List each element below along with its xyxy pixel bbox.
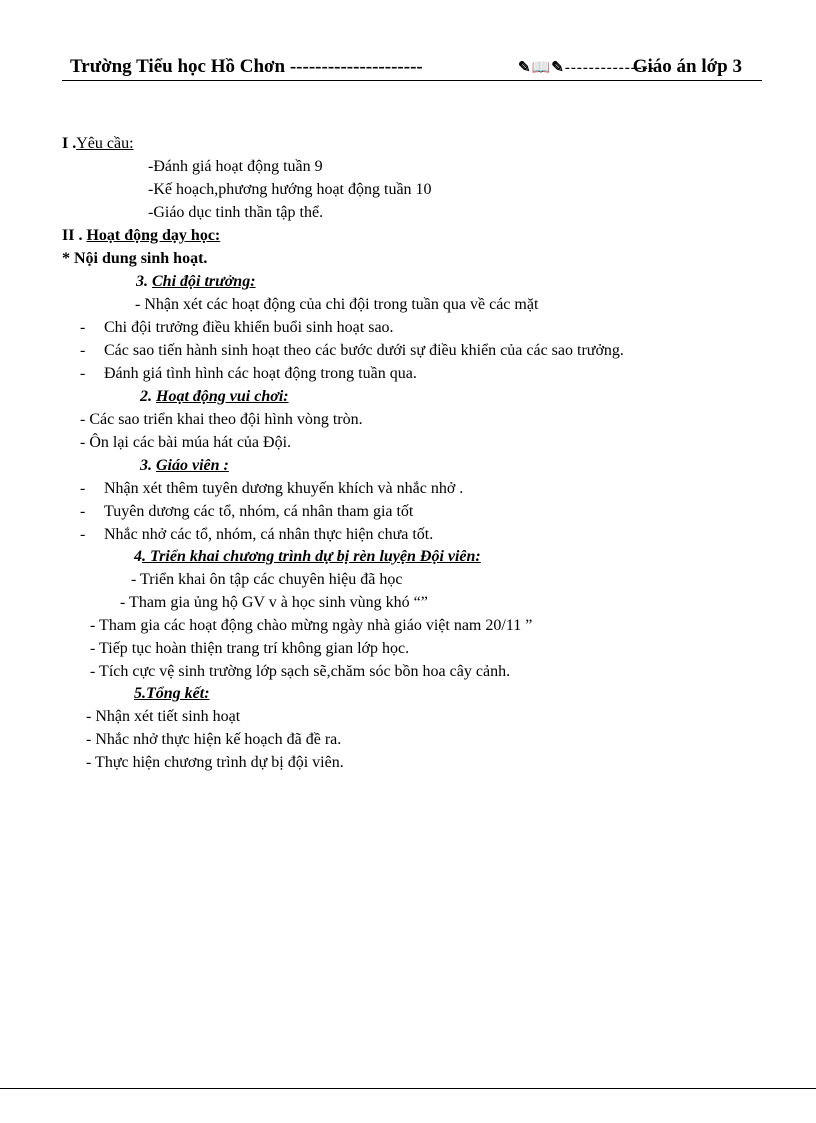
heading-chi-doi-truong: 3. Chi đội trưởng: — [136, 273, 256, 290]
tk-item-3: - Tham gia các hoạt động chào mừng ngày nhà giáo việt nam 20/11 ” — [90, 617, 533, 634]
footer-rule — [0, 1088, 816, 1089]
heading-giao-vien: 3. Giáo viên : — [140, 457, 229, 474]
page-header — [70, 56, 762, 80]
tkt-item-2: - Nhắc nhở thực hiện kế hoạch đã đề ra. — [86, 731, 342, 748]
header-school: Trường Tiểu học Hồ Chơn --------------------- — [70, 56, 423, 77]
cdt-item-1: - Nhận xét các hoạt động của chi đội trong tuần qua về các mặt — [135, 296, 539, 313]
tkt-item-1: - Nhận xét tiết sinh hoạt — [86, 708, 241, 725]
gv-item-3: - Nhắc nhở các tổ, nhóm, cá nhân thực hiện chưa tốt. — [80, 526, 434, 543]
header-rule — [62, 80, 762, 81]
heading-tong-ket: 5.Tổng kết: — [134, 685, 210, 702]
s1-item-3: -Giáo dục tinh thần tập thể. — [148, 204, 324, 221]
tk-item-2: - Tham gia ủng hộ GV v à học sinh vùng khó “” — [120, 594, 428, 611]
cdt-item-4: - Đánh giá tình hình các hoạt động trong tuần qua. — [80, 365, 417, 382]
section-2-title: Hoạt động dạy học: — [86, 227, 221, 244]
s1-item-2: -Kế hoạch,phương hướng hoạt động tuần 10 — [148, 181, 432, 198]
s1-item-1: -Đánh giá hoạt động tuần 9 — [148, 158, 323, 175]
tk-item-5: - Tích cực vệ sinh trường lớp sạch sẽ,chăm sóc bồn hoa cây cảnh. — [90, 663, 511, 680]
cdt-item-3: - Các sao tiến hành sinh hoạt theo các bước dưới sự điều khiển của các sao trưởng. — [80, 342, 624, 359]
book-ornament-icon: ✎📖✎--------------- — [518, 60, 655, 76]
section-1-title: Yêu cầu: — [76, 135, 134, 152]
vc-item-2: - Ôn lại các bài múa hát của Đội. — [80, 434, 292, 451]
heading-trien-khai: 4. Triển khai chương trình dự bị rèn luyện Đội viên: — [134, 548, 481, 565]
gv-item-1: - Nhận xét thêm tuyên dương khuyến khích và nhắc nhở . — [80, 480, 464, 497]
vc-item-1: - Các sao triển khai theo đội hình vòng tròn. — [80, 411, 363, 428]
tk-item-4: - Tiếp tục hoàn thiện trang trí không gian lớp học. — [90, 640, 410, 657]
section-2-heading: II . Hoạt động dạy học: — [62, 227, 221, 244]
tk-item-1: - Triển khai ôn tập các chuyên hiệu đã học — [131, 571, 403, 588]
tkt-item-3: - Thực hiện chương trình dự bị đội viên. — [86, 754, 344, 771]
section-1-heading: I .Yêu cầu: — [62, 135, 134, 152]
heading-hoat-dong-vui-choi: 2. Hoạt động vui chơi: — [140, 388, 289, 405]
header-grade: Giáo án lớp 3 — [632, 56, 742, 77]
cdt-item-2: - Chi đội trưởng điều khiển buổi sinh hoạt sao. — [80, 319, 394, 336]
gv-item-2: - Tuyên dương các tổ, nhóm, cá nhân tham gia tốt — [80, 503, 414, 520]
section-2-sub: * Nội dung sinh hoạt. — [62, 250, 208, 267]
